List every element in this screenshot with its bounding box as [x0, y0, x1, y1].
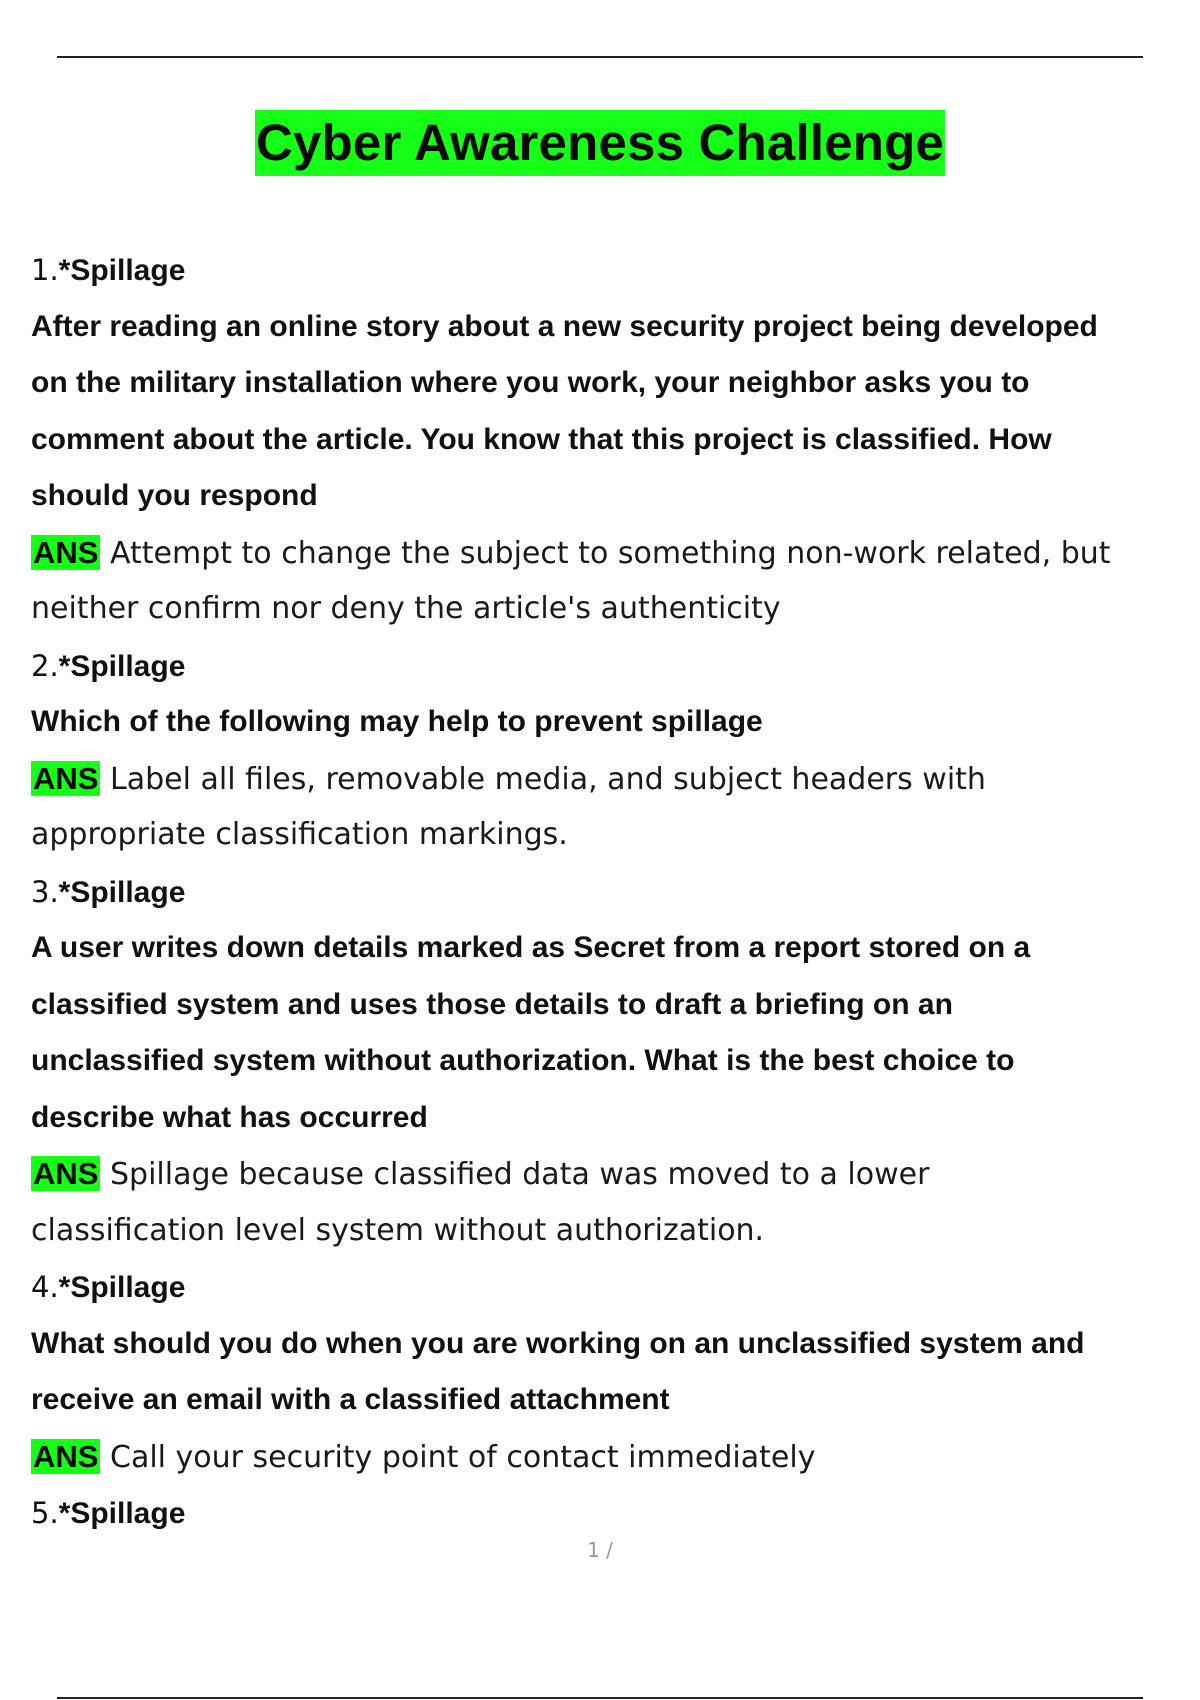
- question-topic: *Spillage: [58, 649, 186, 683]
- answer-line: [31, 1146, 1181, 1203]
- ans-label: ANS: [33, 1438, 99, 1474]
- title-container: [0, 110, 1200, 176]
- question-number: 4.: [31, 1270, 59, 1304]
- question-topic: *Spillage: [58, 254, 186, 287]
- answer-text: Spillage because classified data was moved to a lower: [110, 1157, 930, 1192]
- question-text-line: classified system and uses those details to draft a briefing on an: [31, 987, 953, 1021]
- question-text-line: What should you do when you are working on an unclassified system and: [31, 1326, 1085, 1360]
- question-number: 3.: [31, 874, 59, 909]
- bottom-rule: [57, 1697, 1143, 1699]
- question-topic: *Spillage: [58, 1497, 186, 1530]
- question-topic: *Spillage: [58, 875, 186, 909]
- question-topic: *Spillage: [58, 1271, 186, 1304]
- question-text-line: After reading an online story about a new security project being developed: [31, 309, 1098, 343]
- document-title: Cyber Awareness Challenge: [255, 110, 945, 176]
- answer-line: [31, 525, 1181, 582]
- answer-text-line: neither confirm nor deny the article's authenticity: [31, 591, 781, 626]
- question-text-line: on the military installation where you work, your neighbor asks you to: [31, 366, 1030, 399]
- question-text-line: comment about the article. You know that this project is classified. How: [31, 422, 1052, 456]
- question-text-line: unclassified system without authorization. What is the best choice to: [31, 1044, 1015, 1077]
- ans-label: ANS: [33, 1156, 99, 1191]
- answer-text: Call your security point of contact immediately: [110, 1439, 816, 1475]
- ans-label: ANS: [33, 534, 99, 570]
- question-text-line: receive an email with a classified attachment: [31, 1383, 670, 1416]
- question-heading: [31, 242, 1181, 299]
- question-number: 5.: [31, 1496, 59, 1530]
- question-heading: [31, 638, 1181, 695]
- answer-text-line: classification level system without authorization.: [31, 1212, 765, 1248]
- answer-line: [31, 751, 1181, 808]
- question-number: 1.: [31, 253, 59, 287]
- answer-text: Label all files, removable media, and subject headers with: [110, 761, 986, 797]
- question-text-line: should you respond: [31, 479, 318, 512]
- question-text-line: describe what has occurred: [31, 1100, 428, 1134]
- question-heading: [31, 1259, 1181, 1316]
- document-body: [31, 242, 1181, 1542]
- ans-label: ANS: [33, 760, 99, 796]
- answer-text: Attempt to change the subject to something non-work related, but: [110, 535, 1111, 571]
- question-number: 2.: [31, 648, 59, 683]
- question-heading: [31, 864, 1181, 921]
- page-number: 1 /: [587, 1538, 613, 1562]
- top-rule: [57, 56, 1143, 58]
- question-text-line: Which of the following may help to prevent spillage: [31, 705, 763, 738]
- answer-text-line: appropriate classification markings.: [31, 817, 568, 852]
- question-heading: [31, 1485, 1181, 1542]
- question-text-line: A user writes down details marked as Secret from a report stored on a: [31, 931, 1031, 964]
- answer-line: [31, 1429, 1181, 1486]
